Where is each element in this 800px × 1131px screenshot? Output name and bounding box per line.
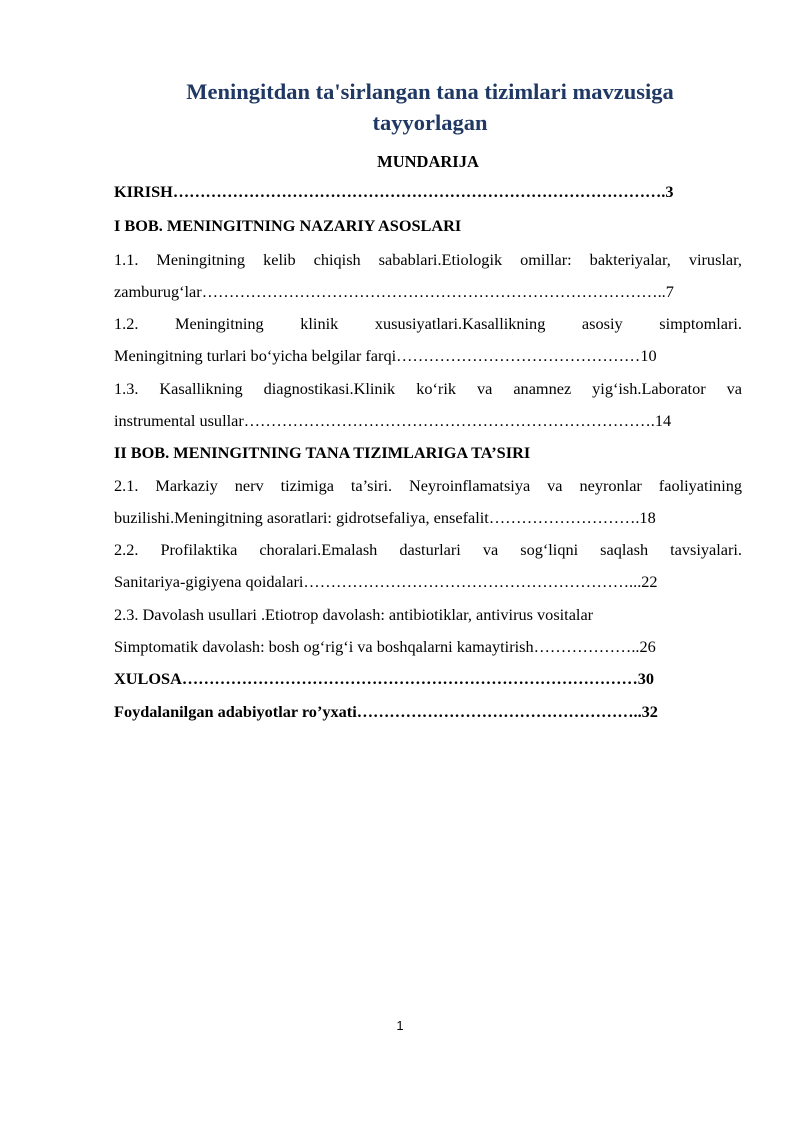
toc-heading: MUNDARIJA <box>377 152 479 171</box>
toc-entry-xulosa: XULOSA…………………………………………………………………………30 <box>114 669 655 688</box>
toc-entry-2-3-cont: Simptomatik davolash: bosh og‘rig‘i va boshqalarni kamaytirish………………..26 <box>114 637 656 656</box>
title-line-1: Meningitdan ta'sirlangan tana tizimlari mavzusiga <box>186 79 674 104</box>
toc-chapter-2: II BOB. MENINGITNING TANA TIZIMLARIGA TA’SIRI <box>114 443 531 462</box>
toc-entry-2-1: 2.1. Markaziy nerv tizimiga ta’siri. Neyroinflamatsiya va neyronlar faoliyatining <box>114 476 742 495</box>
toc-entry-bibliography: Foydalanilgan adabiyotlar ro’yxati……………………………………………..32 <box>114 702 658 721</box>
toc-entry-1-3: 1.3. Kasallikning diagnostikasi.Klinik ko‘rik va anamnez yig‘ish.Laborator va <box>114 379 742 398</box>
toc-entry-1-2: 1.2. Meningitning klinik xususiyatlari.Kasallikning asosiy simptomlari. <box>114 314 742 333</box>
title-line-2: tayyorlagan <box>372 110 488 135</box>
toc-entry-1-1-cont: zamburug‘lar…………………………………………………………………………..7 <box>114 282 674 301</box>
toc-entry-2-3: 2.3. Davolash usullari .Etiotrop davolash: antibiotiklar, antivirus vositalar <box>114 605 594 624</box>
toc-entry-1-1: 1.1. Meningitning kelib chiqish sabablari.Etiologik omillar: bakteriyalar, viruslar, <box>114 250 742 269</box>
toc-chapter-1: I BOB. MENINGITNING NAZARIY ASOSLARI <box>114 216 462 235</box>
toc-entry-2-1-cont: buzilishi.Meningitning asoratlari: gidrotsefaliya, ensefalit……………………….18 <box>114 508 656 527</box>
toc-entry-1-3-cont: instrumental usullar………………………………………………………………….14 <box>114 411 672 430</box>
page-number: 1 <box>396 1018 404 1033</box>
toc-entry-2-2: 2.2. Profilaktika choralari.Emalash dasturlari va sog‘liqni saqlash tavsiyalari. <box>114 540 742 559</box>
toc-entry-2-2-cont: Sanitariya-gigiyena qoidalari……………………………………………………...22 <box>114 572 658 591</box>
toc-entry-kirish: KIRISH……………………………………………………………………………….3 <box>114 182 674 201</box>
document-title <box>120 76 740 138</box>
toc-entry-1-2-cont: Meningitning turlari bo‘yicha belgilar farqi………………………………………10 <box>114 346 657 365</box>
